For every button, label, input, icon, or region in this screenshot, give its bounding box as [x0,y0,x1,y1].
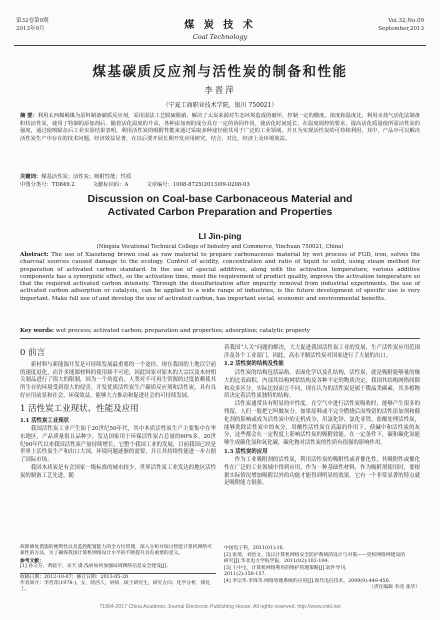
subsection-heading-1-2: 1.2 活性炭的结构及性能 [224,361,284,368]
header-center [14,16,426,41]
body-column-right [224,345,420,489]
journal-name-zh: 煤 炭 技 术 [184,20,256,31]
volume-issue-zh: 第32卷第9期 [16,18,49,24]
reference-item: 研究[J].华北电力学院学报，2011(02):102-104. [224,559,330,564]
paragraph: 我国木质炭是有会国家一级标准的城市较少，世界活性炭工业发达的地区活性炭的制备工艺先进，随 [20,465,216,479]
paragraph: 新材料与新能源开发是可持续发展最重要的一个途径，现在我国的土地以空前的速度退化，而许多能源材料的使用却不可逆，因此国家对原木的大宗以及木材相关制品进行了很大的限制，因为一个角度看，人类对不可再生资源的过度依赖使其所生存的环境受到很大的侵害。开发优质活性炭生产碳质反应剂和活性炭，具有良好应用前景和社会、环保效益，能够大力推动和促进社会的可持续发展。 [20,362,216,399]
volume-issue-en: Vol.32,No.09 [388,18,424,24]
paragraph: 活性炭通常具有明显的中性度。在空气中进行活性炭吸收时，能够产生很多的残留，人们一般把它叫做灰分。如果原料或不完全燃烧后而残留的活性添加剂和催化剂的影响或成为活性炭中的无机成分，用氯化锌、氯化亚铁、盐酸处理活性炭，能够洗除活性炭中的灰分，用酸性活性炭在高温的作用下，使碱中和活性炭的灰分，这些都会在一定程度上影响活性炭的吸附效能。在一定条件下，碳和碳化氢能够生成碳化氢和氧化碳，碳化物对活性炭的性质有很强的影响作用。 [224,401,420,446]
editor-note: （责任编辑 李清 张华） [368,585,420,590]
clc-number: 中图分类号：TD849.2 [20,182,75,188]
keywords-en [20,328,420,335]
footnote-rule [20,573,216,594]
reference-item: [4] 李宗华.李锋等.网络管理系统的应用[J].现代电信技术，2009(9):449-450. [224,578,391,584]
section-divider [20,338,420,339]
subsection-heading-1-3: 1.3 活性炭的应用 [224,448,268,455]
abstract-en-text: The use of Xiaozheng brown coal as raw material to prepare carbonaceous material by wet process of FGD, iron, solves the charcoal sources caused damage to the ecology. Control of acidity, concentration and ratio of liquid to solid, using steam method for preparation of activated carbon standard. In the use of special additives, along with the activation temperature, various additive components has a synergistic effect, so the activation time, meet the requirement of product quality, improve the activation temperature so that the required activated carbon intensity. Through the desulfurization after impurity removal from industrial experiments, the use of activated carbon adsorption or catalysis, can be applied to a wide range of industries, is the future development of specific use is very important. Make full use of and develop the use of activated carbon, has important social, economic and environmental benefits. [20,252,420,302]
header-right [378,17,424,33]
affiliation-zh: （宁夏工商职业技术学院，银川 750021） [162,102,278,109]
abstract-en-label: Abstract: [20,252,49,258]
keywords-en-label: Key words: [20,328,55,334]
section-heading-1: 1 活性炭工业现状、性能及应用 [20,403,139,414]
keywords-zh [20,174,420,181]
abstract-en [20,252,420,303]
abstract-zh-label: 摘 要： [20,113,38,119]
date-en: September,2013 [378,26,424,32]
reference-item: 2011(2):156-157. [224,572,267,577]
reference-item: [1] 孙义芬，黄骁宇，宋天 虞.浅析如何加强局域网络信息安全建设[J]. [20,564,169,570]
paragraph: 作为工业吸附剂的活性炭，利用活性炭的吸附性或者催化性，其吸附性或催化性在广泛的工业领域中得到应用，作为一种基础性材料，作为吸附剂使用时，要根据实际情况增加吸附以外的功能才能得到明显的效果。它有一个非常显著的特点就是吸附能力很强。 [224,457,420,487]
keywords-zh-label: 关键词： [20,174,42,180]
keywords-zh-text: 煤基活性炭；活性炭；吸附性能；性质 [41,174,132,180]
title-en-line-2: Activated Carbon Preparation and Properties [107,205,333,218]
running-header [14,14,426,46]
footer-text: 故障修复措施的便利性以及监控配置能力的全方位管理，深入分析并探讨智能计算机网络可靠性的方法，为了确保我国计算机网络设计水平的不断提升具有重要的意义。 [20,545,212,557]
reference-item: [2] 张斐，刘治文，浅议计算机网络安全防护系统的设计与对策——党校网络网建设的 [224,552,406,558]
article-title-zh: 煤基碳质反应剂与活性炭的制备和性能 [92,64,348,80]
paragraph: 活性炭的结构包括晶格、表面化学以及孔结构，活性炭，就是吸附能够量的极大的比表面积，内部其结构网状结构及各种不定的物质决定，我国其结构网格间隙和众多区分，实际比较而言不同，现在认为的活性炭是属于微晶类碳素，其多植物质决定着活性炭独特的结构。 [224,370,420,400]
copyright-footer: ?1994-2017 China Academic Journal Electronic Publishing House. All rights reserved. http://www.cnki.net [99,604,341,610]
reference-item: [3] 王中宝，计算机网络利用的维护管理策略[J].软件导刊， [224,565,350,571]
subsection-heading-1-1: 1.1 活性炭工业现状 [20,417,69,424]
article-title-en [0,193,440,218]
abstract-zh-text: 利用太西煤褐煤为原料制备碳质反应剂，采用湿法工艺脱硫脱硝，解决了太炭来源对生态环境造成的破坏，控制一定的酸度，浓度和温度比，利用水蒸气活化法制备粉状活性炭，使用了特制的添加剂后，随着活化温度的升高，各种添加剂的成分具有一定的协同作用，使活化时间延长，在温度调控的要求，提高活化质量使所需活性炭的强度，通过使喷除杂后工业实验结果表明，利用活性炭的吸附性能来通过采取多种途径使其用于广泛的工业领域，并且为实现活性炭的可持续利用，其中，产品中可以解决活性炭生产中存在的技术问题，经济效益显著，在以后要开展长期开发应用研究，结合，对比，经济上及环境效益。 [20,113,420,142]
paragraph: 着我国“人关”问题的解决，大大促进我国活性炭工业的发展，生产活性炭应用范围涉及各个工业部门，因此，高水平制活性炭对国家进行了大量的出口。 [224,345,420,359]
body-column-left [20,345,216,481]
reference-item: 中国电子科，2011(01):16. [224,546,285,551]
author-bio: 作者简介：李晋萍(1978-)，女，陕西人，讲师，硕士研究生，研究方向：化学分析，煤化工。 [20,581,211,593]
paragraph: 我国活性炭工业产生始于20世纪50年代，其中木质活性炭生产主要集中在华东地区，产品质量很且品种少，发达国家用于环保活性炭占总量的60%多，20世纪90年代以来我国活性炭产量持续增长，它整个我国工业的发展，目前我国已经是世界上活性炭生产和出口大国，环境问题逐渐的需要，并且其持续性能进一步占据了国际市场。 [20,426,216,464]
keywords-en-text: wet process; activated carbon; preparation and properties; adsorption; catalytic property [55,328,311,334]
author-zh: 李晋萍 [204,86,236,96]
footnote-block [20,545,216,594]
affiliation-en: (Ningxia Vocational Technical College of Industry and Commerce, Yinchuan 750021, China) [96,244,344,250]
classification-line [20,182,420,189]
author-en: LI Jin-ping [198,231,242,241]
document-code: 文献标识码：A [92,182,129,188]
journal-name-en: Coal Technology [192,33,248,41]
references-label: 参考文献： [20,557,44,564]
received-date: 收稿日期：2012-10-07；修订日期：2013-05-20 [20,574,129,580]
abstract-zh [20,113,420,143]
references-continued [224,546,420,592]
section-heading-0: 0 前言 [20,348,46,358]
article-number: 文章编号：1008-8725(2013)09-0208-03 [146,182,250,188]
date-zh: 2013年9月 [16,26,45,32]
title-en-line-1: Discussion on Coal-base Carbonaceous Material and [87,193,353,205]
